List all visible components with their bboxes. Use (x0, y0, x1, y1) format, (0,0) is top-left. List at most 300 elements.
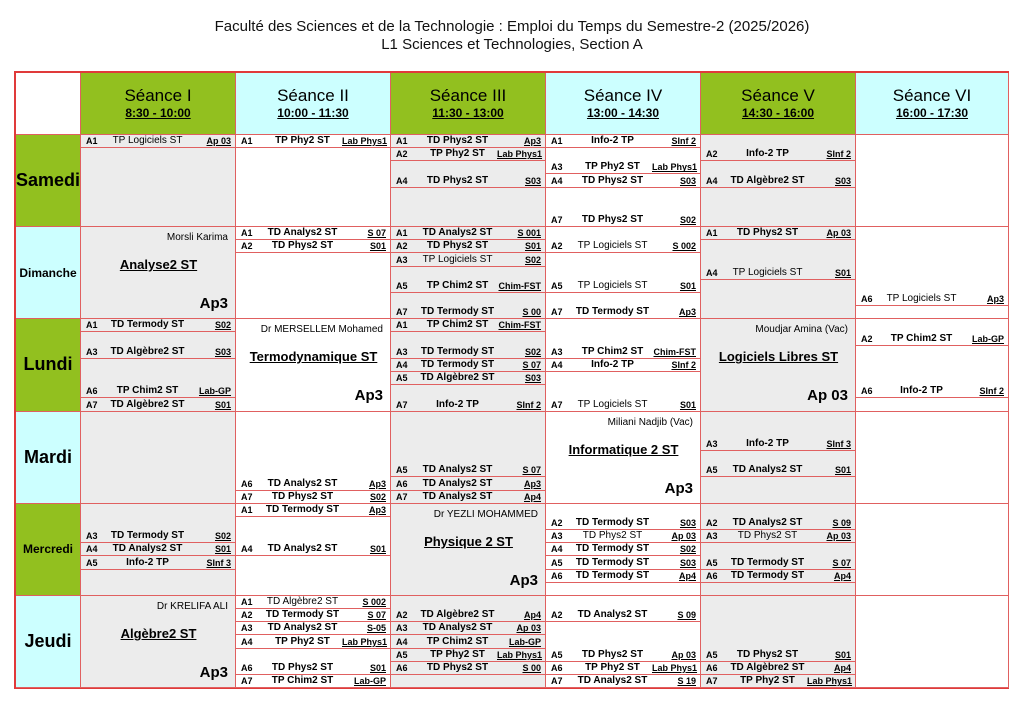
course-name: TD Algèbre2 ST (420, 372, 495, 384)
group-code: A7 (551, 399, 563, 410)
class-entry (701, 530, 855, 543)
course-name: TD Termody ST (265, 609, 340, 621)
course-name: TP Phy2 ST (275, 135, 330, 146)
room-code: Lab Phys1 (342, 136, 388, 146)
lecture-course: Logiciels Libres ST (718, 349, 839, 365)
group-code: A4 (706, 267, 718, 278)
course-name: TP Phy2 ST (585, 662, 640, 673)
page-title: Faculté des Sciences et de la Technologie : Emploi du Temps du Semestre-2 (2025/2026) (214, 18, 810, 35)
course-name: Info-2 TP (591, 135, 634, 146)
group-code: A4 (86, 544, 98, 555)
room-code: Lab-GP (971, 333, 1004, 344)
course-name: TD Algèbre2 ST (110, 398, 185, 410)
class-entry (391, 306, 545, 319)
class-entry (701, 649, 855, 662)
class-entry (391, 175, 545, 188)
course-name: TD Analys2 ST (267, 477, 338, 489)
group-code: A2 (706, 149, 718, 160)
room-code: S 00 (522, 663, 541, 673)
room-code: S01 (214, 544, 231, 555)
slot-cell (856, 412, 1009, 504)
course-name: TD Analys2 ST (422, 227, 493, 239)
lecture-course: Termodynamique ST (249, 349, 378, 365)
group-code: A4 (551, 360, 563, 370)
course-name: TD Analys2 ST (267, 543, 338, 555)
group-code: A5 (396, 649, 408, 660)
group-code: A3 (396, 346, 408, 357)
course-name: TD Termody ST (110, 319, 185, 331)
room-code: S03 (834, 175, 851, 186)
group-code: A7 (551, 307, 563, 318)
slot-cell (701, 412, 856, 504)
room-code: S03 (679, 518, 696, 528)
course-name: TD Analys2 ST (577, 675, 648, 687)
lecture-room: Ap 03 (807, 387, 848, 405)
group-code: A7 (396, 307, 408, 318)
class-entry (391, 662, 545, 675)
room-code: S02 (214, 531, 231, 542)
slot-cell (856, 135, 1009, 227)
course-name: TP Chim2 ST (271, 675, 334, 687)
course-name: TD Phys2 ST (426, 174, 489, 186)
class-entry (546, 530, 700, 543)
course-name: TD Phys2 ST (581, 174, 644, 186)
course-name: Info-2 TP (900, 385, 943, 397)
group-code: A6 (396, 478, 408, 489)
class-entry (546, 214, 700, 227)
course-name: TD Algèbre2 ST (110, 345, 185, 357)
course-name: Info-2 TP (746, 148, 789, 160)
room-code: Ap3 (523, 478, 541, 489)
room-code: S 09 (832, 518, 851, 528)
room-code: SInf 3 (206, 557, 231, 568)
course-name: TP Phy2 ST (275, 635, 330, 647)
group-code: A4 (551, 544, 563, 555)
group-code: A4 (241, 636, 253, 647)
room-code: SInf 2 (826, 149, 851, 160)
course-name: TP Phy2 ST (430, 148, 485, 160)
course-name: TD Phys2 ST (271, 490, 334, 502)
course-name: TP Phy2 ST (585, 161, 640, 173)
class-entry (391, 478, 545, 491)
group-code: A7 (551, 215, 563, 226)
class-entry (701, 662, 855, 675)
class-entry (81, 530, 235, 543)
course-name: TP Logiciels ST (577, 240, 648, 252)
slot-cell (236, 135, 391, 227)
group-code: A2 (706, 518, 718, 528)
course-name: TD Algèbre2 ST (730, 662, 805, 673)
seance-name: Séance IV (583, 86, 663, 105)
slot-cell (856, 596, 1009, 688)
class-entry (81, 543, 235, 556)
course-name: TD Phys2 ST (271, 662, 334, 673)
group-code: A5 (706, 649, 718, 660)
course-name: TD Analys2 ST (732, 517, 803, 528)
class-entry (546, 135, 700, 148)
timetable (14, 71, 1009, 689)
group-code: A6 (706, 570, 718, 581)
room-code: Chim-FST (498, 281, 541, 291)
class-entry (546, 662, 700, 675)
group-code: A7 (241, 491, 253, 502)
group-code: A2 (241, 610, 253, 621)
course-name: TP Chim2 ST (426, 319, 489, 331)
group-code: A3 (706, 439, 718, 449)
day-label: Dimanche (16, 227, 81, 319)
room-code: Ap 03 (671, 649, 696, 660)
group-code: A1 (551, 136, 563, 146)
lecture-room: Ap3 (354, 387, 383, 405)
group-code: A6 (241, 663, 253, 673)
group-code: A1 (241, 228, 253, 239)
class-entry (391, 649, 545, 662)
room-code: Ap4 (523, 491, 541, 502)
room-code: Ap3 (986, 294, 1004, 305)
group-code: A2 (551, 518, 563, 528)
room-code: Lab Phys1 (497, 149, 543, 160)
class-entry (391, 359, 545, 372)
seance-header (236, 73, 391, 135)
group-code: A1 (241, 136, 253, 146)
course-name: TP Chim2 ST (426, 280, 489, 291)
day-label: Samedi (16, 135, 81, 227)
group-code: A4 (396, 360, 408, 370)
course-name: TD Analys2 ST (732, 464, 803, 476)
room-code: S 19 (677, 676, 696, 687)
class-entry (701, 175, 855, 188)
group-code: A3 (551, 346, 563, 357)
group-code: A3 (706, 531, 718, 542)
class-entry (236, 227, 390, 240)
group-code: A1 (706, 228, 718, 239)
course-name: TD Phys2 ST (737, 530, 798, 542)
course-name: TP Logiciels ST (732, 266, 803, 278)
course-name: TD Algèbre2 ST (420, 609, 495, 621)
group-code: A5 (706, 465, 718, 476)
course-name: TD Phys2 ST (582, 530, 643, 542)
course-name: TD Analys2 ST (422, 464, 493, 476)
class-entry (856, 385, 1008, 398)
lecture-course: Physique 2 ST (424, 533, 513, 549)
room-code: Ap3 (523, 136, 541, 146)
group-code: A7 (241, 676, 253, 687)
lecture-teacher: Dr YEZLI MOHAMMED (433, 508, 538, 520)
group-code: A3 (396, 254, 408, 265)
group-code: A1 (396, 320, 408, 331)
class-entry (81, 385, 235, 398)
group-code: A1 (86, 136, 98, 146)
room-code: S01 (834, 465, 851, 476)
course-name: TD Termody ST (420, 345, 495, 357)
group-code: A7 (551, 676, 563, 687)
group-code: A6 (241, 478, 253, 489)
group-code: A1 (86, 320, 98, 331)
seance-time: 8:30 - 10:00 (125, 106, 191, 120)
class-entry (236, 596, 390, 609)
group-code: A7 (706, 676, 718, 687)
course-name: TP Chim2 ST (890, 332, 953, 344)
class-entry (391, 319, 545, 332)
seance-header (81, 73, 236, 135)
course-name: TD Phys2 ST (426, 662, 489, 673)
course-name: TD Analys2 ST (577, 609, 648, 621)
group-code: A6 (861, 294, 873, 305)
room-code: Ap4 (833, 570, 851, 581)
group-code: A3 (551, 531, 563, 542)
room-code: Ap 03 (671, 531, 696, 542)
seance-header (856, 73, 1009, 135)
class-entry (546, 359, 700, 372)
course-name: TD Analys2 ST (267, 622, 338, 634)
room-code: Ap 03 (826, 531, 851, 542)
group-code: A5 (396, 373, 408, 384)
class-entry (546, 609, 700, 622)
class-entry (236, 240, 390, 253)
class-entry (546, 175, 700, 188)
class-entry (81, 135, 235, 148)
course-name: TD Termody ST (265, 503, 340, 515)
room-code: S02 (214, 320, 231, 331)
class-entry (701, 517, 855, 530)
course-name: TD Termody ST (575, 556, 650, 568)
course-name: TD Termody ST (575, 517, 650, 528)
course-name: TD Termody ST (730, 569, 805, 581)
class-entry (701, 438, 855, 451)
class-entry (236, 662, 390, 675)
course-name: TD Phys2 ST (271, 240, 334, 252)
room-code: S 09 (677, 610, 696, 621)
class-entry (391, 399, 545, 412)
room-code: S 07 (522, 465, 541, 476)
room-code: S 002 (672, 241, 696, 252)
class-entry (236, 675, 390, 688)
group-code: A5 (86, 557, 98, 568)
room-code: S01 (369, 241, 386, 252)
room-code: SInf 2 (671, 360, 696, 370)
course-name: TD Termody ST (420, 306, 495, 318)
day-label: Mercredi (16, 504, 81, 596)
room-code: S 001 (517, 228, 541, 239)
class-entry (546, 557, 700, 570)
room-code: S01 (369, 663, 386, 673)
course-name: TD Analys2 ST (267, 227, 338, 239)
slot-cell (81, 135, 236, 227)
course-name: TD Termody ST (575, 569, 650, 581)
course-name: TD Termody ST (730, 556, 805, 568)
course-name: TD Analys2 ST (422, 477, 493, 489)
room-code: Ap4 (678, 570, 696, 581)
class-entry (391, 622, 545, 635)
group-code: A4 (706, 175, 718, 186)
class-entry (391, 491, 545, 504)
seance-header (391, 73, 546, 135)
group-code: A7 (396, 399, 408, 410)
group-code: A5 (396, 465, 408, 476)
room-code: S 07 (367, 610, 386, 621)
course-name: TD Algèbre2 ST (730, 174, 805, 186)
room-code: S03 (214, 346, 231, 357)
class-entry (236, 543, 390, 556)
room-code: S02 (679, 544, 696, 555)
lecture-teacher: Dr KRELIFA ALI (156, 601, 228, 612)
room-code: Ap4 (523, 610, 541, 621)
header-corner (16, 73, 81, 135)
group-code: A2 (241, 241, 253, 252)
room-code: S01 (679, 281, 696, 291)
room-code: Ap 03 (516, 623, 541, 634)
room-code: Chim-FST (498, 320, 541, 331)
seance-time: 11:30 - 13:00 (432, 106, 504, 120)
class-entry (546, 675, 700, 688)
group-code: A5 (551, 557, 563, 568)
class-entry (391, 280, 545, 293)
class-entry (701, 148, 855, 161)
class-entry (236, 622, 390, 635)
class-entry (546, 161, 700, 174)
lecture-course: Informatique 2 ST (568, 441, 679, 457)
class-entry (701, 675, 855, 688)
class-entry (391, 240, 545, 253)
group-code: A1 (396, 136, 408, 146)
class-entry (546, 649, 700, 662)
class-entry (236, 135, 390, 148)
course-name: Info-2 TP (436, 398, 479, 410)
room-code: Ap 03 (206, 136, 231, 146)
class-entry (81, 399, 235, 412)
course-name: TD Analys2 ST (422, 622, 493, 634)
seance-name: Séance II (277, 86, 349, 105)
group-code: A6 (861, 386, 873, 397)
room-code: S01 (524, 241, 541, 252)
group-code: A5 (706, 557, 718, 568)
course-name: TP Phy2 ST (430, 648, 485, 660)
group-code: A3 (241, 623, 253, 634)
class-entry (391, 464, 545, 477)
lecture-teacher: Moudjar Amina (Vac) (755, 324, 848, 336)
room-code: Ap3 (368, 478, 386, 489)
course-name: TD Analys2 ST (422, 490, 493, 502)
group-code: A4 (396, 636, 408, 647)
group-code: A3 (86, 346, 98, 357)
room-code: S 00 (522, 307, 541, 318)
room-code: Lab-GP (508, 636, 541, 647)
group-code: A2 (396, 241, 408, 252)
lecture-room: Ap3 (199, 664, 228, 681)
group-code: A2 (551, 610, 563, 621)
lecture-course: Algèbre2 ST (120, 626, 197, 641)
room-code: Lab Phys1 (652, 663, 698, 673)
class-entry (391, 254, 545, 267)
class-entry (701, 267, 855, 280)
group-code: A5 (551, 281, 563, 291)
class-entry (391, 372, 545, 385)
course-name: TD Termody ST (575, 543, 650, 555)
class-entry (236, 491, 390, 504)
course-name: TD Termody ST (575, 306, 650, 318)
seance-time: 16:00 - 17:30 (895, 106, 969, 120)
group-code: A1 (241, 504, 253, 515)
lecture-teacher: Miliani Nadjib (Vac) (607, 416, 693, 428)
class-entry (391, 148, 545, 161)
course-name: TD Termody ST (420, 359, 495, 370)
course-name: TD Phys2 ST (581, 648, 644, 660)
course-name: TD Phys2 ST (736, 227, 799, 239)
group-code: A1 (396, 228, 408, 239)
slot-cell (856, 504, 1009, 596)
group-code: A6 (86, 386, 98, 397)
class-entry (391, 636, 545, 649)
course-name: Info-2 TP (126, 556, 169, 568)
group-code: A4 (551, 175, 563, 186)
course-name: TP Phy2 ST (740, 675, 795, 687)
lecture-teacher: Dr MERSELLEM Mohamed (260, 324, 383, 336)
class-entry (701, 227, 855, 240)
room-code: Ap 03 (826, 228, 851, 239)
lecture-room: Ap3 (509, 571, 538, 589)
course-name: Info-2 TP (591, 359, 634, 370)
group-code: A2 (396, 149, 408, 160)
group-code: A3 (551, 162, 563, 173)
class-entry (546, 306, 700, 319)
room-code: Ap4 (833, 663, 851, 673)
course-name: TP Logiciels ST (112, 135, 183, 146)
seance-name: Séance III (429, 86, 507, 105)
seance-time: 14:30 - 16:00 (741, 106, 815, 120)
group-code: A7 (86, 399, 98, 410)
seance-name: Séance VI (892, 86, 972, 105)
room-code: S 002 (362, 597, 386, 607)
class-entry (236, 478, 390, 491)
course-name: TD Phys2 ST (426, 240, 489, 252)
course-name: TP Chim2 ST (581, 345, 644, 357)
room-code: S01 (679, 399, 696, 410)
group-code: A5 (396, 281, 408, 291)
course-name: TD Phys2 ST (426, 135, 489, 146)
seance-header (701, 73, 856, 135)
class-entry (546, 517, 700, 530)
class-entry (236, 609, 390, 622)
class-entry (236, 504, 390, 517)
group-code: A6 (706, 663, 718, 673)
group-code: A3 (86, 531, 98, 542)
lecture-room: Ap3 (664, 479, 693, 497)
room-code: SInf 2 (516, 399, 541, 410)
class-entry (546, 346, 700, 359)
seance-name: Séance V (741, 86, 815, 105)
class-entry (701, 557, 855, 570)
course-name: Info-2 TP (746, 438, 789, 449)
room-code: S03 (679, 557, 696, 568)
page-subtitle: L1 Sciences et Technologies, Section A (381, 36, 643, 53)
room-code: S03 (524, 373, 541, 384)
class-entry (391, 227, 545, 240)
group-code: A2 (551, 241, 563, 252)
class-entry (856, 333, 1008, 346)
class-entry (546, 399, 700, 412)
class-entry (546, 570, 700, 583)
class-entry (391, 346, 545, 359)
course-name: TD Phys2 ST (581, 214, 644, 226)
class-entry (81, 346, 235, 359)
room-code: S01 (834, 267, 851, 278)
group-code: A1 (241, 597, 253, 607)
room-code: S03 (524, 175, 541, 186)
room-code: S02 (524, 254, 541, 265)
lecture-course: Analyse2 ST (119, 257, 198, 273)
class-entry (81, 557, 235, 570)
group-code: A5 (551, 649, 563, 660)
